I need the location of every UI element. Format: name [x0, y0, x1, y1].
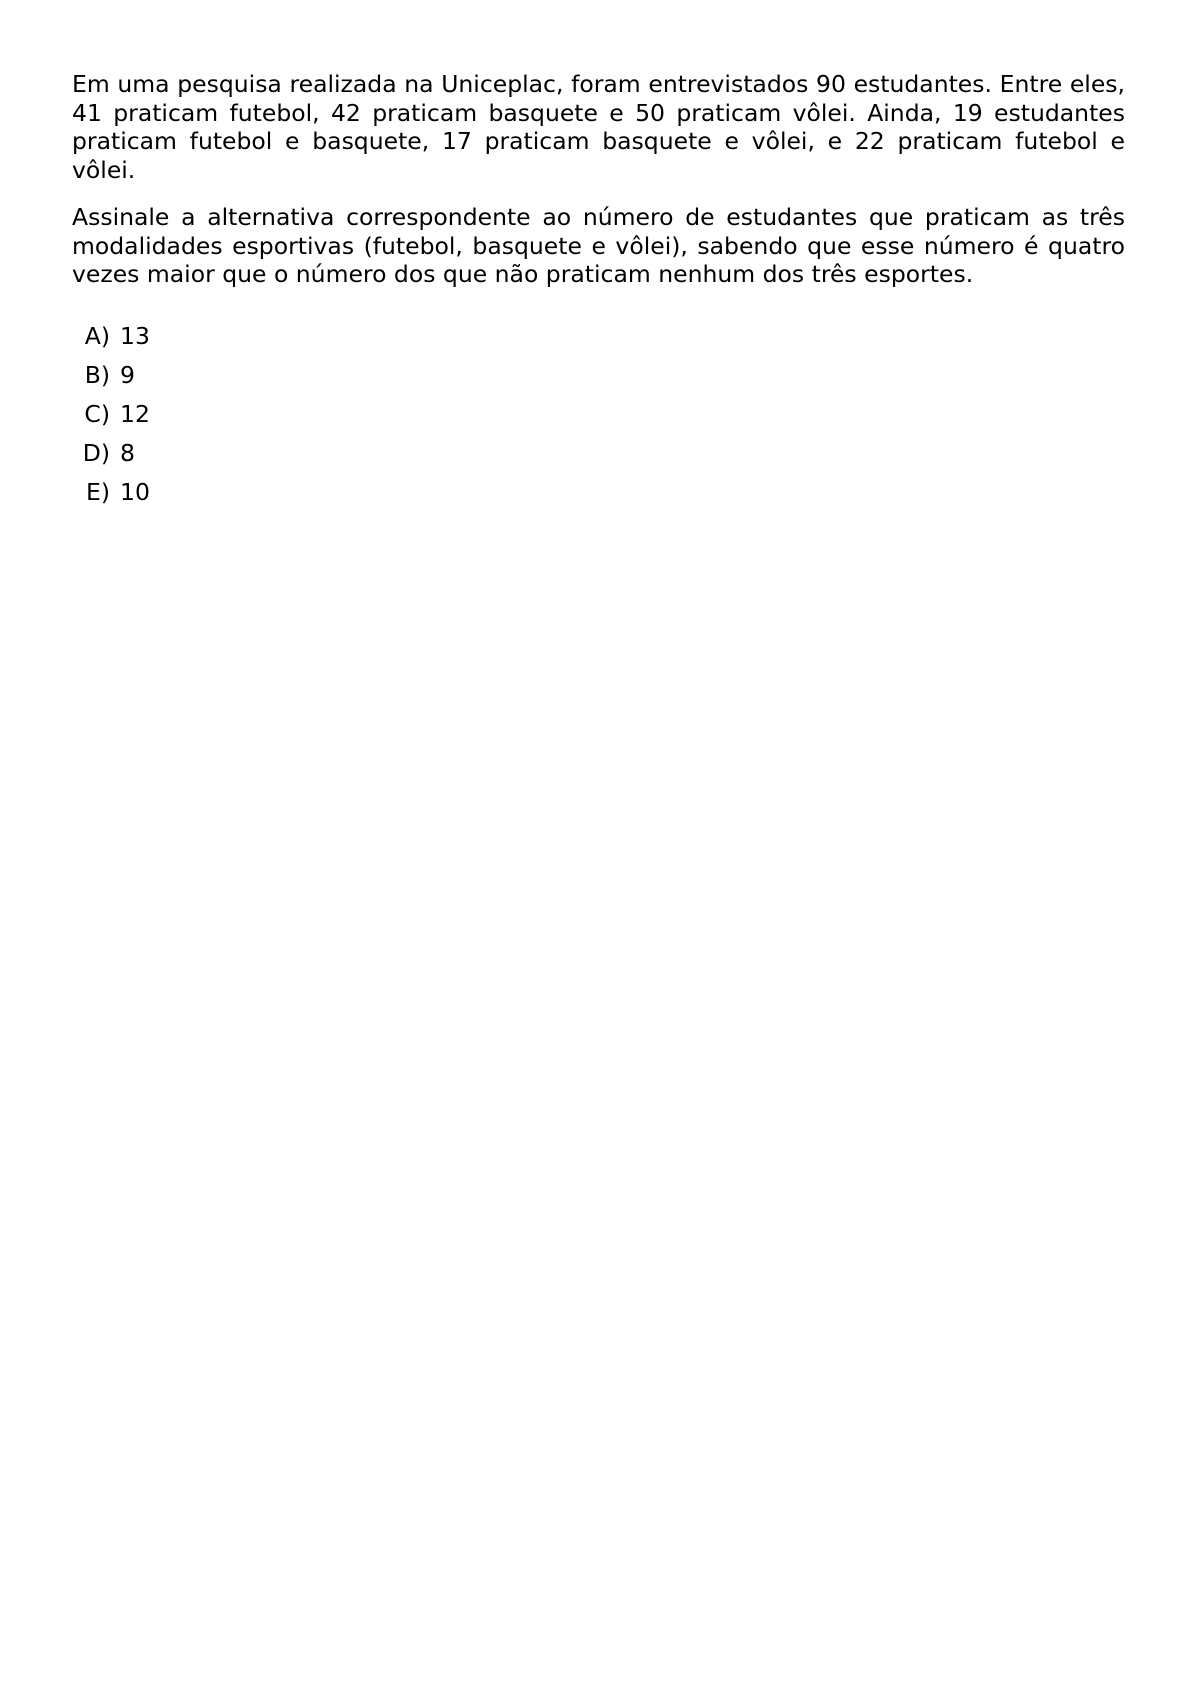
answer-options	[72, 317, 1125, 512]
option-value: 10	[120, 477, 150, 506]
option-c	[72, 395, 1125, 434]
option-value: 12	[120, 399, 150, 428]
option-a	[72, 317, 1125, 356]
question-paragraph-2: Assinale a alternativa correspondente ao número de estudantes que praticam as três modalidades esportivas (futebol, basquete e vôlei), sabendo que esse número é quatro vezes maior que o número dos que não praticam nenhum dos três esportes.	[72, 203, 1125, 288]
option-letter: E)	[85, 477, 110, 506]
option-letter: D)	[82, 438, 110, 467]
option-letter: B)	[84, 360, 110, 389]
option-e	[72, 473, 1125, 512]
option-d	[72, 434, 1125, 473]
option-value: 13	[120, 321, 150, 350]
document-page	[72, 70, 1125, 512]
option-letter: A)	[84, 321, 110, 350]
option-value: 8	[120, 438, 135, 467]
option-b	[72, 356, 1125, 395]
option-letter: C)	[84, 399, 110, 428]
option-value: 9	[120, 360, 135, 389]
question-paragraph-1: Em uma pesquisa realizada na Uniceplac, foram entrevistados 90 estudantes. Entre eles, 41 praticam futebol, 42 praticam basquete e 50 praticam vôlei. Ainda, 19 estudantes praticam futebol e basquete, 17 praticam basquete e vôlei, e 22 praticam futebol e vôlei.	[72, 70, 1125, 184]
